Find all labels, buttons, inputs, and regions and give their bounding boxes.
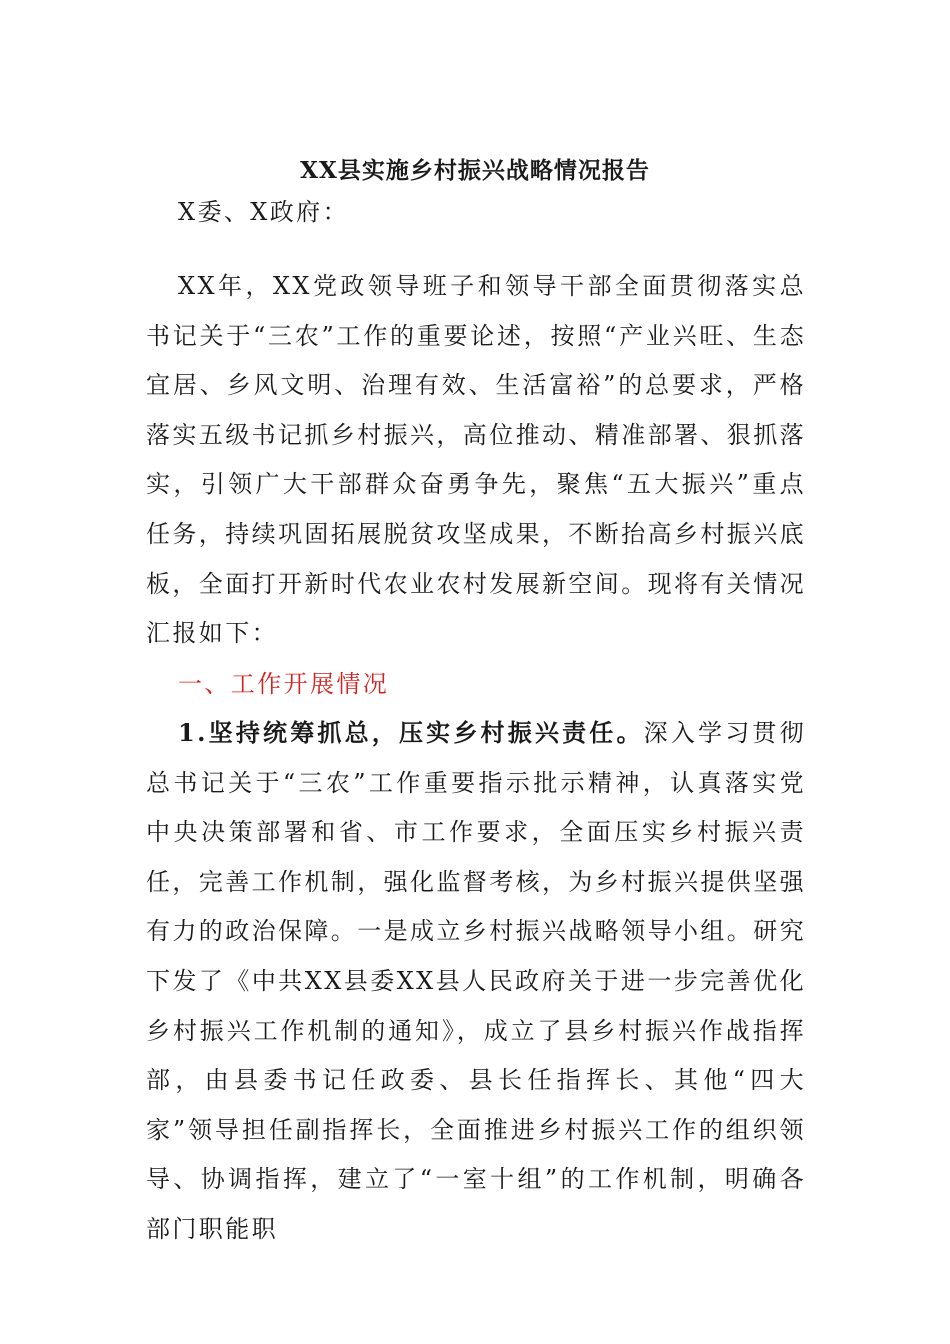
section-heading: 一、工作开展情况 (178, 670, 390, 698)
paragraph-1 (146, 708, 806, 1255)
salutation: X委、X政府： (178, 198, 349, 226)
paragraph-1-lead: 1.坚持统筹抓总，压实乡村振兴责任。 (178, 718, 644, 747)
document-title: XX县实施乡村振兴战略情况报告 (300, 157, 650, 184)
intro-paragraph: XX年，XX党政领导班子和领导干部全面贯彻落实总书记关于“三农”工作的重要论述，按照“产业兴旺、生态宜居、乡风文明、治理有效、生活富裕”的总要求，严格落实五级书记抓乡村振兴，高位推动、精准部署、狠抓落实，引领广大干部群众奋勇争先，聚焦“五大振兴”重点任务，持续巩固拓展脱贫攻坚成果，不断抬高乡村振兴底板，全面打开新时代农业农村发展新空间。现将有关情况汇报如下： (146, 272, 806, 648)
paragraph-1-body: 深入学习贯彻总书记关于“三农”工作重要指示批示精神，认真落实党中央决策部署和省、市工作要求，全面压实乡村振兴责任，完善工作机制，强化监督考核，为乡村振兴提供坚强有力的政治保障。一是成立乡村振兴战略领导小组。研究下发了《中共XX县委XX县人民政府关于进一步完善优化乡村振兴工作机制的通知》，成立了县乡村振兴作战指挥部，由县委书记任政委、县长任指挥长、其他“四大家”领导担任副指挥长，全面推进乡村振兴工作的组织领导、协调指挥，建立了“一室十组”的工作机制，明确各部门职能职 (146, 719, 806, 1243)
